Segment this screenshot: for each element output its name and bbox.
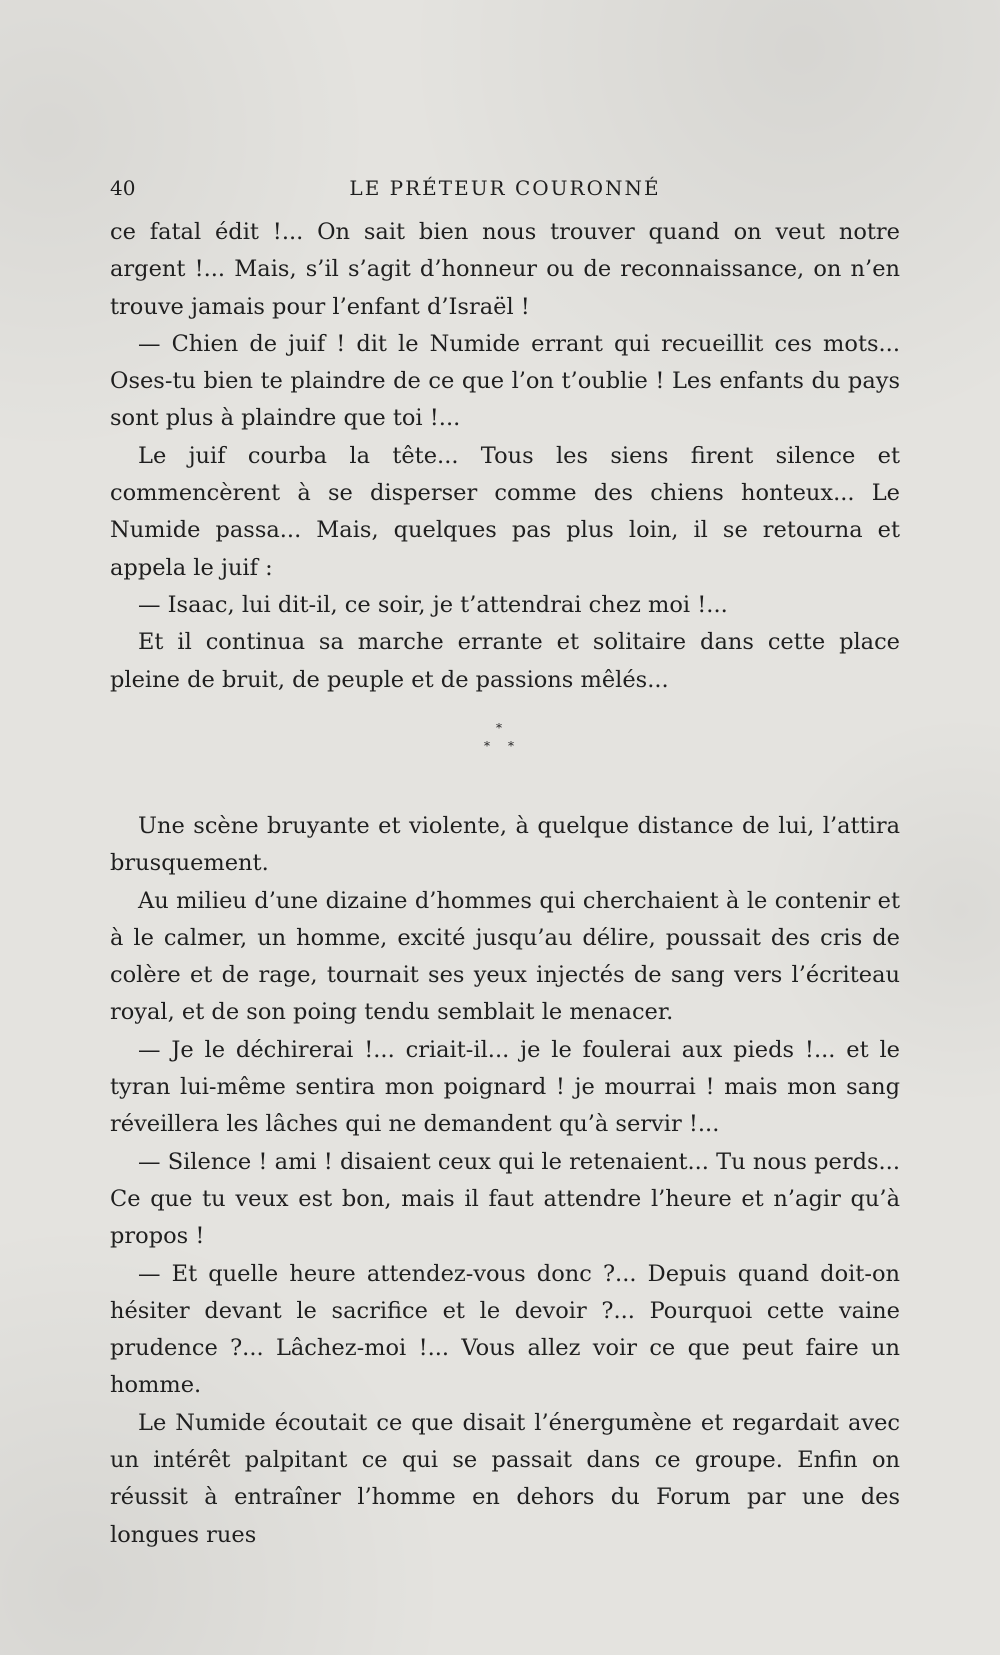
paragraph: Une scène bruyante et violente, à quelque distance de lui, l’attira brusquement. xyxy=(110,813,900,877)
paragraph: — Silence ! ami ! disaient ceux qui le retenaient... Tu nous perds... Ce que tu veux est bon, mais il faut attendre l’heure et n’agir qu’à propos ! xyxy=(110,1148,900,1250)
text-block-after-break xyxy=(110,808,900,1554)
page-number: 40 xyxy=(110,176,136,200)
asterism-star: * xyxy=(496,721,502,735)
paragraph-continued: ce fatal édit !... On sait bien nous trouver quand on veut notre argent !... Mais, s’il s’agit d’honneur ou de reconnaissance, on n’en trouve jamais pour l’enfant d’Israël ! xyxy=(110,219,900,320)
paragraph: Au milieu d’une dizaine d’hommes qui cherchaient à le contenir et à le calmer, un homme, excité jusqu’au délire, poussait des cris de colère et de rage, tournait ses yeux injectés de sang vers l’écriteau royal, et de son poing tendu semblait le menacer. xyxy=(110,887,900,1026)
asterism-star: * xyxy=(484,739,490,753)
asterism-star: * xyxy=(508,739,514,753)
paragraph: — Isaac, lui dit-il, ce soir, je t’attendrai chez moi !... xyxy=(138,591,728,618)
running-title: LE PRÉTEUR COURONNÉ xyxy=(349,176,661,200)
paragraph: Et il continua sa marche errante et solitaire dans cette place pleine de bruit, de peuple et de passions mêlés... xyxy=(110,629,900,693)
section-break-asterism xyxy=(470,718,530,758)
paragraph: — Je le déchirerai !... criait-il... je le foulerai aux pieds !... et le tyran lui-même sentira mon poignard ! je mourrai ! mais mon sang réveillera les lâches qui ne demandent qu’à servir !... xyxy=(110,1036,900,1138)
paragraph: — Et quelle heure attendez-vous donc ?... Depuis quand doit-on hésiter devant le sacrifice et le devoir ?... Pourquoi cette vaine prudence ?... Lâchez-moi !... Vous allez voir ce que peut faire un homme. xyxy=(110,1260,900,1399)
page-header xyxy=(110,173,900,203)
paragraph: — Chien de juif ! dit le Numide errant qui recueillit ces mots... Oses-tu bien te plaindre de ce que l’on t’oublie ! Les enfants du pays sont plus à plaindre que toi !... xyxy=(110,330,900,432)
paragraph: Le Numide écoutait ce que disait l’énergumène et regardait avec un intérêt palpitant ce qui se passait dans ce groupe. Enfin on réussit à entraîner l’homme en dehors du Forum par une des longues rues xyxy=(110,1409,900,1548)
paragraph: Le juif courba la tête... Tous les siens firent silence et commencèrent à se disperser comme des chiens honteux... Le Numide passa... Mais, quelques pas plus loin, il se retourna et appela le juif : xyxy=(110,442,900,581)
text-block-before-break xyxy=(110,214,900,699)
